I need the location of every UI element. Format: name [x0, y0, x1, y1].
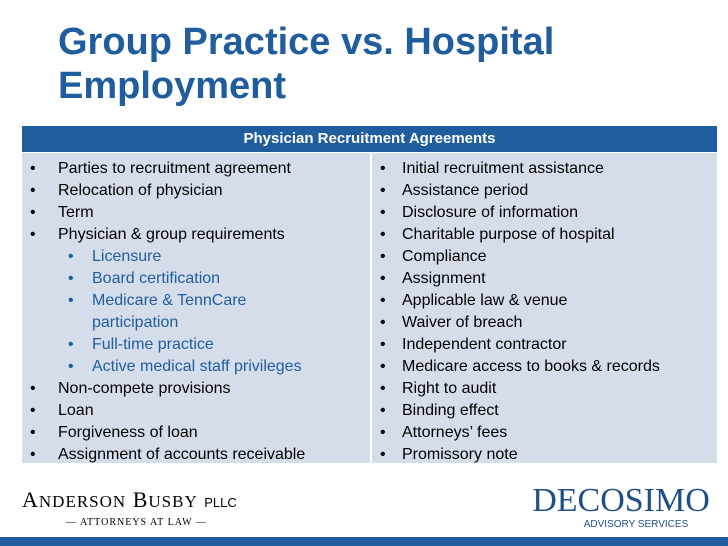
right-list-item: • Independent contractor	[372, 334, 717, 356]
left-list-item: • Non-compete provisions	[22, 378, 370, 400]
left-list-item: participation	[92, 314, 179, 331]
right-list-item: • Right to audit	[372, 378, 717, 400]
left-list-item: • Assignment of accounts receivable	[22, 444, 370, 466]
recruitment-agreements-table	[22, 126, 717, 463]
left-list-item: • Medicare & TennCare	[22, 290, 370, 312]
left-list-item: • Board certification	[22, 268, 370, 290]
footer-bar	[0, 537, 728, 546]
left-list-item: • Loan	[22, 400, 370, 422]
slide-title: Group Practice vs. Hospital Employment	[58, 21, 555, 107]
left-list-item: • Term	[22, 202, 370, 224]
right-list-item: • Assistance period	[372, 180, 717, 202]
right-list-item: • Medicare access to books & records	[372, 356, 717, 378]
right-list-item: • Charitable purpose of hospital	[372, 224, 717, 246]
right-list-item: • Applicable law & venue	[372, 290, 717, 312]
decosimo-tagline: ADVISORY SERVICES	[583, 519, 689, 530]
right-list-item: • Attorneys’ fees	[372, 422, 717, 444]
right-list-item: • Assignment	[372, 268, 717, 290]
right-list-item: • Binding effect	[372, 400, 717, 422]
left-list-item: • Relocation of physician	[22, 180, 370, 202]
left-list-item: • Licensure	[22, 246, 370, 268]
right-bullet-list	[372, 153, 717, 466]
anderson-busby-logo	[22, 488, 262, 534]
right-list-item: • Promissory note	[372, 444, 717, 466]
decosimo-logo-name: DECOSIMO	[532, 482, 710, 519]
left-bullet-list	[22, 153, 370, 466]
right-list-item: • Waiver of breach	[372, 312, 717, 334]
anderson-busby-logo-name: ANDERSON BUSBY PLLC	[22, 487, 237, 512]
right-list-item: • Compliance	[372, 246, 717, 268]
left-list-item: • Parties to recruitment agreement	[22, 158, 370, 180]
right-list-item: • Initial recruitment assistance	[372, 158, 717, 180]
left-column	[22, 153, 370, 463]
table-header: Physician Recruitment Agreements	[22, 126, 717, 152]
left-list-item: • Physician & group requirements	[22, 224, 370, 246]
anderson-busby-tagline: — ATTORNEYS AT LAW —	[66, 517, 207, 528]
left-list-item: • Active medical staff privileges	[22, 356, 370, 378]
decosimo-logo	[526, 484, 716, 534]
left-list-item: • Full-time practice	[22, 334, 370, 356]
right-list-item: • Disclosure of information	[372, 202, 717, 224]
right-column	[372, 153, 717, 463]
left-list-item: • Forgiveness of loan	[22, 422, 370, 444]
